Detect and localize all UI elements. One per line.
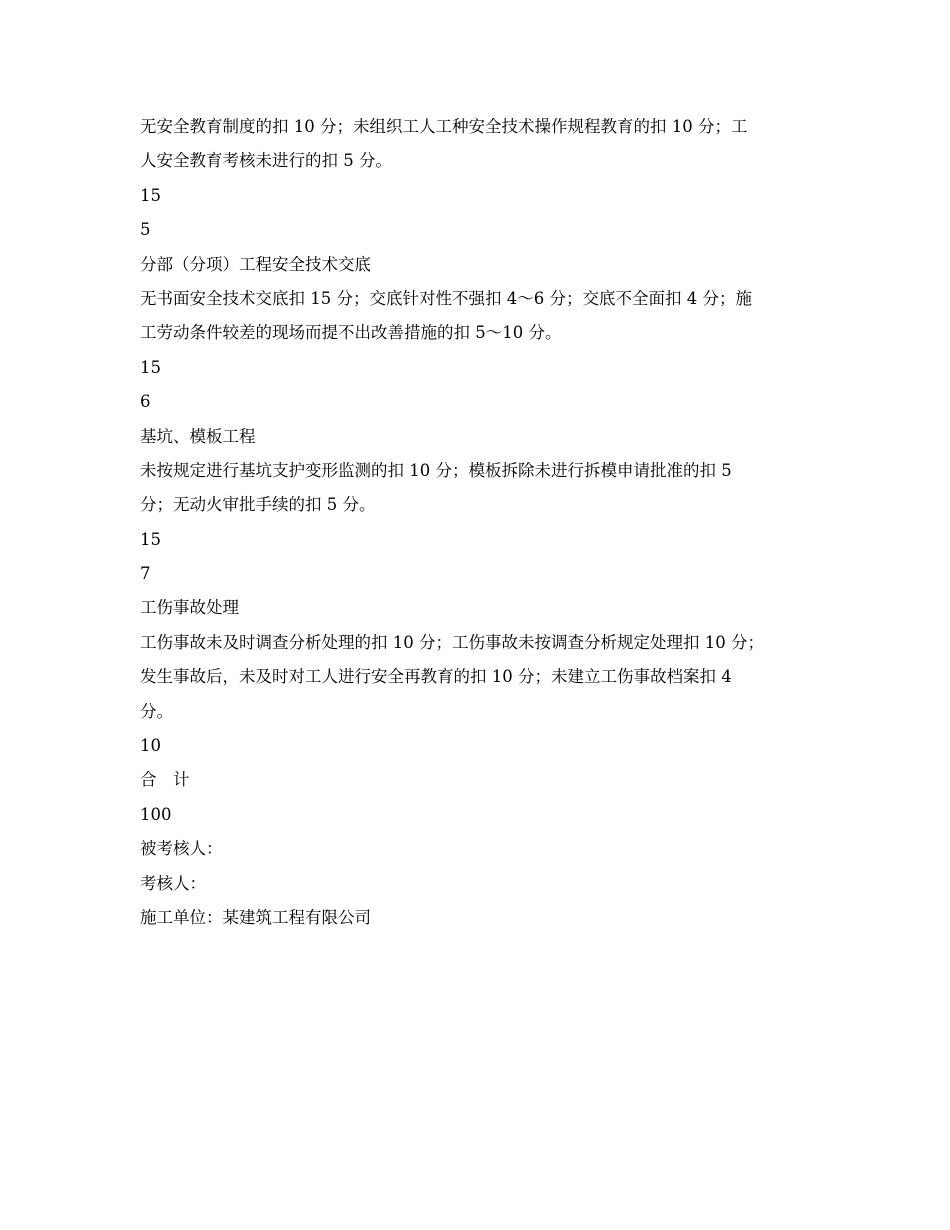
item-number: 6 <box>140 392 151 412</box>
text-line-16: 工伤事故未及时调查分析处理的扣 10 分；工伤事故未按调查分析规定处理扣 10 分； <box>140 632 764 652</box>
score-line: 15 <box>140 529 161 549</box>
total-value: 100 <box>140 804 172 824</box>
assessor-label: 考核人： <box>140 873 206 893</box>
text-line-18: 分。 <box>140 701 173 721</box>
assessee-label: 被考核人： <box>140 839 223 859</box>
total-label: 合 计 <box>140 770 190 790</box>
document-body <box>140 110 820 935</box>
item-number: 5 <box>140 220 151 240</box>
item-number: 7 <box>140 564 151 584</box>
item-title: 分部（分项）工程安全技术交底 <box>140 254 371 274</box>
text-line-7: 工劳动条件较差的现场而提不出改善措施的扣 5～10 分。 <box>140 323 562 343</box>
text-line-2: 人安全教育考核未进行的扣 5 分。 <box>140 151 392 171</box>
score-line: 15 <box>140 357 161 377</box>
text-line-1: 无安全教育制度的扣 10 分；未组织工人工种安全技术操作规程教育的扣 10 分；工 <box>140 117 748 136</box>
text-line-6: 无书面安全技术交底扣 15 分；交底针对性不强扣 4～6 分；交底不全面扣 4 分；施 <box>140 288 752 308</box>
score-line: 15 <box>140 185 161 205</box>
text-line-11: 未按规定进行基坑支护变形监测的扣 10 分；模板拆除未进行拆模申请批准的扣 5 <box>140 460 732 480</box>
item-title: 工伤事故处理 <box>140 598 239 618</box>
item-title: 基坑、模板工程 <box>140 426 256 446</box>
text-line-12: 分；无动火审批手续的扣 5 分。 <box>140 495 376 515</box>
construction-unit-label: 施工单位：某建筑工程有限公司 <box>140 907 371 927</box>
text-line-17: 发生事故后，未及时对工人进行安全再教育的扣 10 分；未建立工伤事故档案扣 4 <box>140 667 732 687</box>
score-line: 10 <box>140 736 161 756</box>
